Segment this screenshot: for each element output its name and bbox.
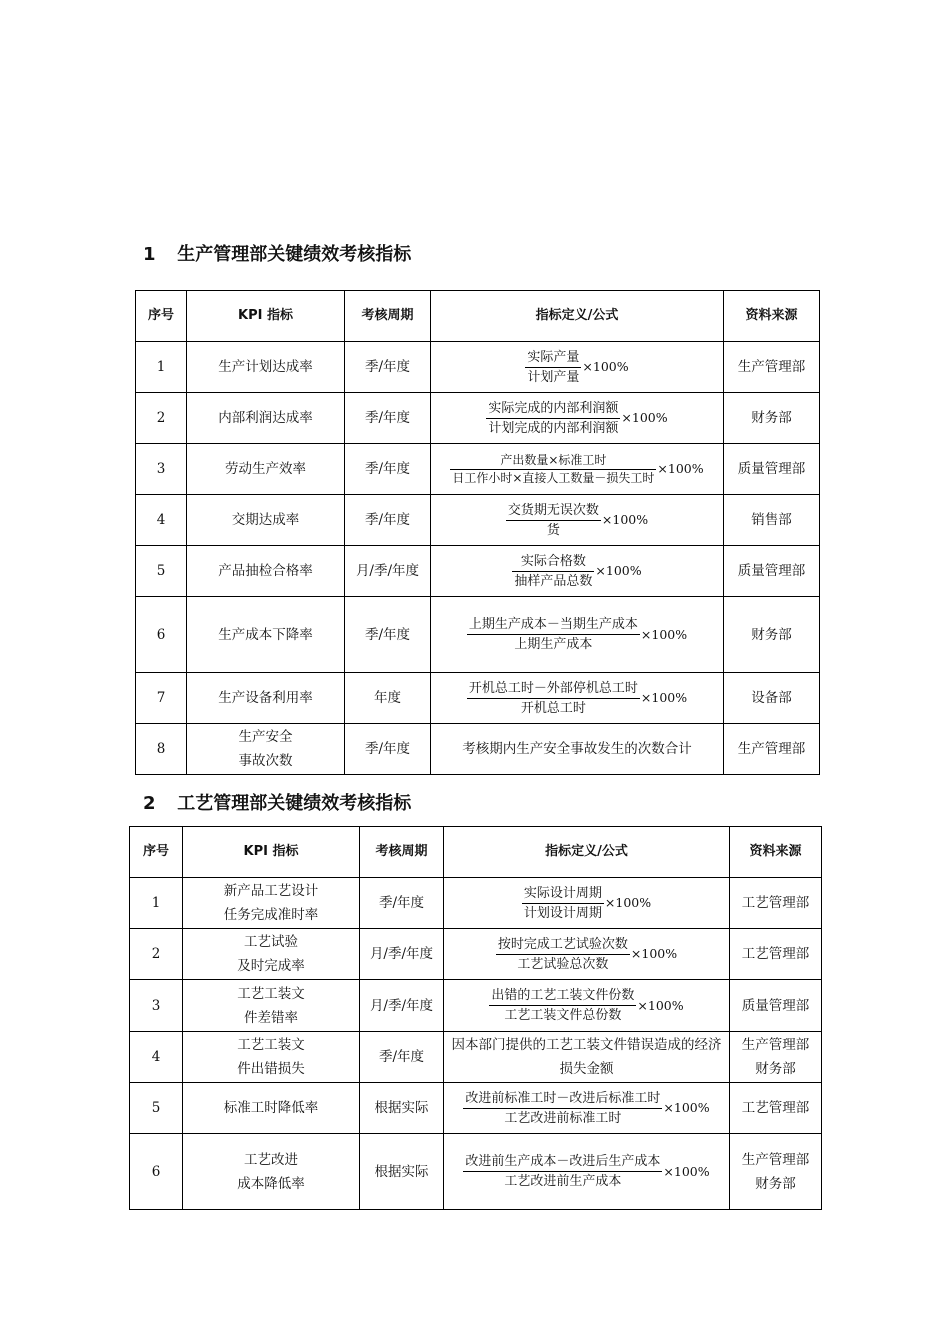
source-line: 工艺管理部 [741, 895, 810, 911]
formula-multiplier: ×100% [657, 461, 704, 476]
table-row [130, 1032, 822, 1083]
col-header-definition: 指标定义/公式 [444, 827, 730, 878]
formula-multiplier: ×100% [621, 410, 668, 425]
period-cell: 季/年度 [345, 342, 431, 393]
source-line: 生产管理部 [741, 1151, 810, 1168]
section-number: 1 [143, 244, 156, 265]
table-row [136, 342, 820, 393]
table-row [136, 673, 820, 724]
kpi-name-cell [183, 878, 360, 929]
row-index: 2 [130, 929, 183, 980]
source-cell [730, 929, 822, 980]
kpi-name-cell [187, 393, 345, 444]
period-cell: 季/年度 [345, 597, 431, 673]
formula-multiplier: ×100% [582, 359, 629, 374]
formula-denominator: 计划产量 [527, 369, 580, 385]
col-header-kpi: KPI 指标 [187, 291, 345, 342]
kpi-name-line: 任务完成准时率 [223, 907, 319, 923]
kpi-name-line: 工艺改进 [244, 1151, 298, 1168]
formula-numerator: 改进前生产成本－改进后生产成本 [463, 1152, 662, 1172]
source-cell [724, 495, 820, 546]
formula-fraction [489, 986, 636, 1025]
formula-fraction [450, 452, 656, 487]
source-cell [724, 393, 820, 444]
source-line: 质量管理部 [741, 997, 810, 1014]
row-index: 2 [136, 393, 187, 444]
definition-cell [444, 878, 730, 929]
section-2-heading [143, 789, 411, 815]
period-cell: 季/年度 [360, 1032, 444, 1083]
period-cell: 年度 [345, 673, 431, 724]
row-index: 3 [136, 444, 187, 495]
table-row [136, 444, 820, 495]
formula-denominator: 日工作小时×直接人工数量－损失工时 [452, 470, 655, 485]
row-index: 8 [136, 724, 187, 775]
kpi-name-cell [187, 724, 345, 775]
formula-denominator: 上期生产成本 [514, 637, 593, 652]
source-line: 工艺管理部 [741, 1100, 810, 1116]
kpi-name-line: 成本降低率 [237, 1175, 305, 1192]
col-header-period: 考核周期 [345, 291, 431, 342]
section-title: 工艺管理部关键绩效考核指标 [177, 793, 412, 814]
formula-fraction [525, 348, 581, 387]
definition-cell [431, 724, 724, 775]
formula-multiplier: ×100% [640, 690, 688, 705]
kpi-name-line: 工艺工装文 [237, 985, 305, 1002]
formula-numerator: 上期生产成本－当期生产成本 [467, 615, 640, 635]
row-index: 3 [130, 980, 183, 1032]
source-cell [724, 342, 820, 393]
period-cell: 月/季/年度 [360, 929, 444, 980]
kpi-name-cell [183, 1134, 360, 1210]
definition-cell [444, 1083, 730, 1134]
formula-fraction [522, 884, 604, 923]
formula-denominator: 工艺改进前标准工时 [504, 1110, 622, 1126]
kpi-name-line: 新产品工艺设计 [223, 883, 319, 899]
period-cell: 月/季/年度 [360, 980, 444, 1032]
formula-denominator: 工艺改进前生产成本 [504, 1174, 622, 1189]
formula-denominator: 货 [546, 522, 560, 538]
kpi-name-line: 件差错率 [244, 1009, 298, 1026]
source-line: 财务部 [755, 1061, 796, 1077]
source-cell [724, 444, 820, 495]
col-header-source: 资料来源 [724, 291, 820, 342]
table-row [130, 980, 822, 1032]
definition-cell [431, 673, 724, 724]
table-header-row [136, 291, 820, 342]
kpi-name-cell [187, 342, 345, 393]
kpi-name-cell [183, 1083, 360, 1134]
source-cell [724, 597, 820, 673]
formula-numerator: 按时完成工艺试验次数 [496, 935, 630, 955]
definition-cell [431, 444, 724, 495]
row-index: 7 [136, 673, 187, 724]
formula-multiplier: ×100% [640, 626, 688, 642]
formula-denominator: 工艺工装文件总份数 [504, 1008, 622, 1023]
definition-text: 因本部门提供的工艺工装文件错误造成的经济损失金额 [451, 1037, 722, 1077]
col-header-index: 序号 [130, 827, 183, 878]
kpi-table-process [129, 826, 822, 1210]
formula-numerator: 实际合格数 [512, 552, 594, 572]
source-cell [724, 724, 820, 775]
col-header-period: 考核周期 [360, 827, 444, 878]
definition-cell [431, 393, 724, 444]
kpi-name-line: 生产成本下降率 [218, 626, 313, 643]
row-index: 5 [130, 1083, 183, 1134]
formula-multiplier: ×100% [663, 1100, 710, 1115]
source-line: 财务部 [755, 1175, 796, 1192]
formula-denominator: 抽样产品总数 [514, 573, 593, 589]
formula-fraction [512, 552, 594, 591]
formula-numerator: 实际产量 [525, 348, 581, 368]
formula-fraction [496, 935, 630, 974]
formula-numerator: 改进前标准工时－改进后标准工时 [463, 1089, 662, 1109]
col-header-kpi: KPI 指标 [183, 827, 360, 878]
source-cell [730, 980, 822, 1032]
source-line: 生产管理部 [737, 359, 806, 375]
source-cell [730, 1134, 822, 1210]
period-cell: 季/年度 [360, 878, 444, 929]
period-cell: 季/年度 [345, 393, 431, 444]
kpi-name-line: 工艺试验 [244, 934, 298, 950]
kpi-name-line: 生产安全 [238, 729, 293, 745]
formula-multiplier: ×100% [637, 997, 684, 1013]
kpi-name-line: 生产计划达成率 [218, 359, 313, 375]
source-line: 生产管理部 [737, 741, 806, 757]
kpi-name-cell [187, 673, 345, 724]
definition-cell [431, 495, 724, 546]
formula-denominator: 计划设计周期 [523, 905, 602, 921]
table-row [136, 495, 820, 546]
definition-cell [444, 929, 730, 980]
definition-cell [431, 597, 724, 673]
formula-numerator: 产出数量×标准工时 [450, 452, 656, 470]
table-row [130, 929, 822, 980]
table-row [130, 1134, 822, 1210]
source-line: 质量管理部 [737, 563, 806, 579]
source-cell [724, 673, 820, 724]
formula-fraction [463, 1152, 662, 1191]
definition-cell [444, 980, 730, 1032]
period-cell: 月/季/年度 [345, 546, 431, 597]
source-line: 销售部 [751, 512, 792, 528]
formula-denominator: 计划完成的内部利润额 [488, 420, 619, 436]
kpi-name-cell [187, 444, 345, 495]
kpi-name-line: 生产设备利用率 [218, 690, 313, 706]
formula-multiplier: ×100% [604, 895, 652, 910]
period-cell: 季/年度 [345, 444, 431, 495]
kpi-name-line: 事故次数 [238, 753, 293, 769]
kpi-name-cell [183, 980, 360, 1032]
section-title: 生产管理部关键绩效考核指标 [177, 244, 412, 265]
kpi-name-cell [183, 929, 360, 980]
formula-fraction [467, 615, 640, 654]
row-index: 1 [130, 878, 183, 929]
kpi-name-line: 产品抽检合格率 [218, 563, 313, 579]
table-row [136, 546, 820, 597]
table-row [136, 724, 820, 775]
source-cell [730, 1032, 822, 1083]
section-1-heading [143, 240, 411, 266]
kpi-table-production [135, 290, 820, 775]
kpi-name-line: 及时完成率 [237, 958, 305, 974]
period-cell: 季/年度 [345, 724, 431, 775]
col-header-index: 序号 [136, 291, 187, 342]
definition-cell [444, 1134, 730, 1210]
row-index: 6 [130, 1134, 183, 1210]
formula-denominator: 开机总工时 [520, 700, 586, 716]
formula-multiplier: ×100% [595, 563, 642, 578]
source-cell [730, 1083, 822, 1134]
period-cell: 季/年度 [345, 495, 431, 546]
formula-multiplier: ×100% [663, 1163, 710, 1179]
formula-fraction [463, 1089, 662, 1128]
formula-multiplier: ×100% [630, 946, 678, 961]
kpi-name-line: 劳动生产效率 [225, 461, 306, 477]
formula-fraction [486, 399, 620, 438]
source-line: 工艺管理部 [741, 946, 810, 962]
formula-numerator: 实际设计周期 [522, 884, 604, 904]
definition-cell [431, 546, 724, 597]
formula-multiplier: ×100% [601, 512, 649, 527]
formula-numerator: 交货期无误次数 [506, 501, 601, 521]
table-header-row [130, 827, 822, 878]
period-cell: 根据实际 [360, 1083, 444, 1134]
kpi-name-line: 件出错损失 [237, 1061, 305, 1077]
source-line: 设备部 [751, 690, 792, 706]
source-line: 财务部 [751, 410, 792, 426]
table-row [136, 597, 820, 673]
kpi-name-line: 工艺工装文 [237, 1037, 305, 1053]
col-header-source: 资料来源 [730, 827, 822, 878]
formula-numerator: 开机总工时－外部停机总工时 [467, 679, 640, 699]
source-cell [724, 546, 820, 597]
table-row [136, 393, 820, 444]
formula-numerator: 出错的工艺工装文件份数 [489, 986, 636, 1006]
row-index: 5 [136, 546, 187, 597]
kpi-name-line: 交期达成率 [231, 512, 300, 528]
kpi-name-cell [187, 546, 345, 597]
kpi-name-line: 标准工时降低率 [223, 1100, 319, 1116]
row-index: 4 [130, 1032, 183, 1083]
source-cell [730, 878, 822, 929]
formula-numerator: 实际完成的内部利润额 [486, 399, 620, 419]
table-row [130, 1083, 822, 1134]
formula-fraction [467, 679, 640, 718]
kpi-name-cell [187, 495, 345, 546]
section-number: 2 [143, 793, 156, 814]
kpi-name-line: 内部利润达成率 [218, 410, 313, 426]
source-line: 财务部 [751, 626, 792, 643]
row-index: 6 [136, 597, 187, 673]
definition-cell [431, 342, 724, 393]
definition-cell [444, 1032, 730, 1083]
table-row [130, 878, 822, 929]
row-index: 4 [136, 495, 187, 546]
kpi-name-cell [187, 597, 345, 673]
source-line: 生产管理部 [741, 1037, 810, 1053]
kpi-name-cell [183, 1032, 360, 1083]
formula-denominator: 工艺试验总次数 [517, 956, 609, 972]
source-line: 质量管理部 [737, 461, 806, 477]
period-cell: 根据实际 [360, 1134, 444, 1210]
formula-fraction [506, 501, 601, 540]
row-index: 1 [136, 342, 187, 393]
definition-text: 考核期内生产安全事故发生的次数合计 [462, 741, 692, 757]
col-header-definition: 指标定义/公式 [431, 291, 724, 342]
